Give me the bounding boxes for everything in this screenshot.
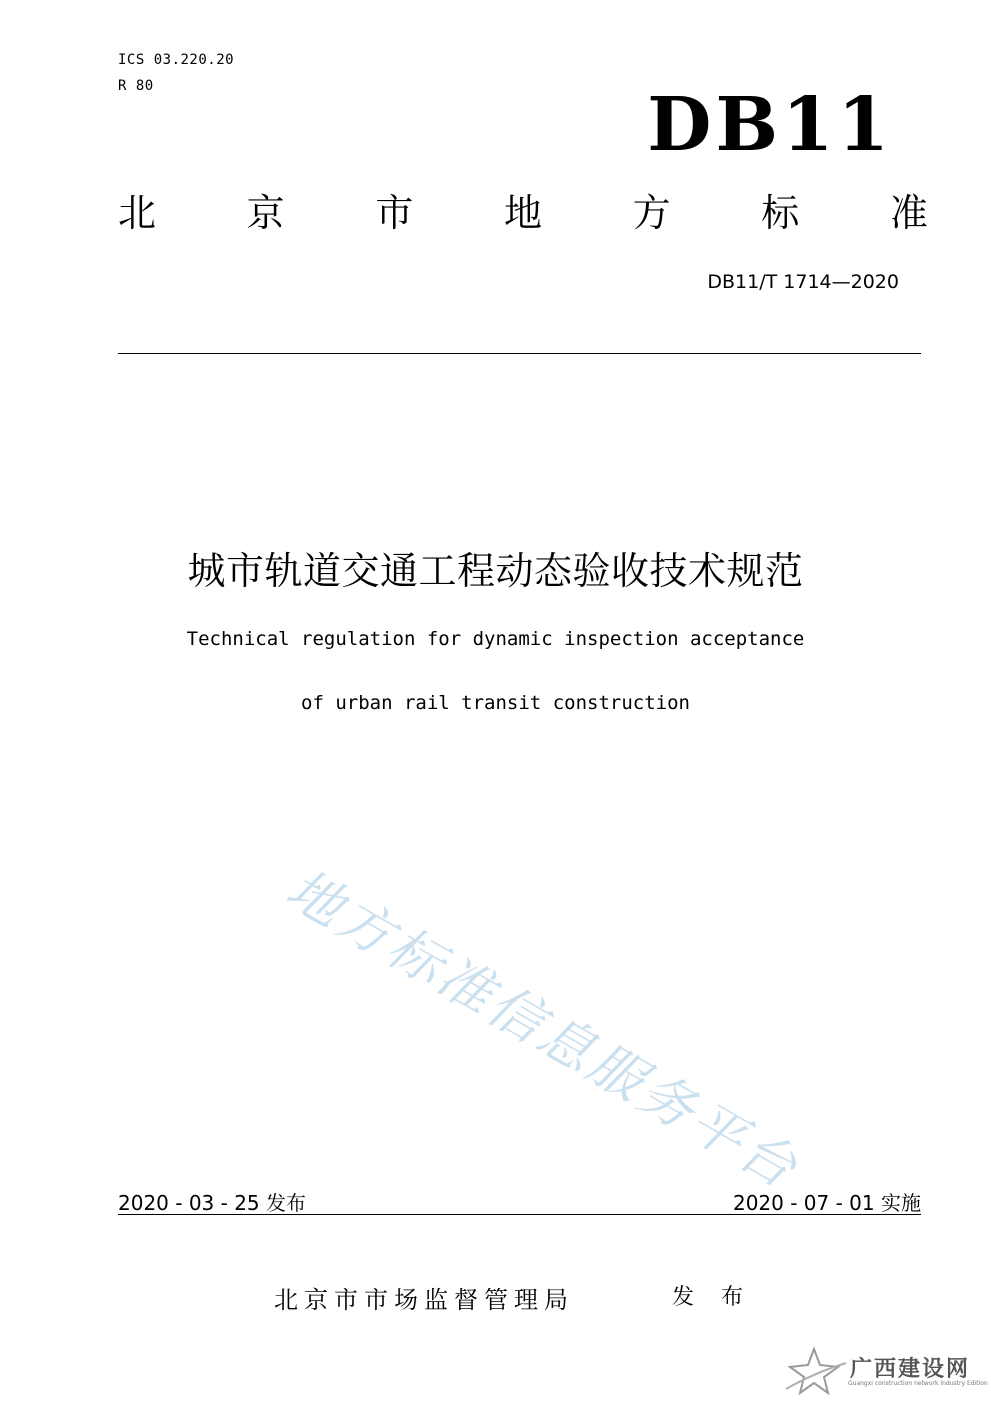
standard-type-char: 京 xyxy=(246,191,285,235)
standard-number: DB11/T 1714—2020 xyxy=(707,271,899,293)
corner-brand: 广西建设网 xyxy=(850,1357,971,1382)
title-english-line1: Technical regulation for dynamic inspection acceptance xyxy=(186,628,805,650)
standard-type-char: 准 xyxy=(889,191,928,235)
standard-type-char: 市 xyxy=(375,191,414,235)
title-english-line2: of urban rail transit construction xyxy=(301,692,690,714)
db-logo: DB11 xyxy=(647,82,893,168)
standard-type-char: 标 xyxy=(761,191,800,235)
standard-type-char: 地 xyxy=(503,191,542,235)
standard-type xyxy=(118,191,928,235)
bottom-divider xyxy=(118,1214,921,1215)
ics-code: ICS 03.220.20 xyxy=(118,52,235,68)
standard-type-char: 方 xyxy=(632,191,671,235)
issuer-name: 北京市市场监督管理局 xyxy=(274,1286,574,1314)
watermark: 地方标准信息服务平台 xyxy=(276,856,810,1202)
ccs-code: R 80 xyxy=(118,78,154,94)
implementation-date: 2020 - 07 - 01 实施 xyxy=(732,1191,921,1215)
title-chinese: 城市轨道交通工程动态验收技术规范 xyxy=(187,549,804,593)
top-divider xyxy=(118,353,921,354)
standard-type-char: 北 xyxy=(118,191,157,235)
issue-date: 2020 - 03 - 25 发布 xyxy=(118,1191,307,1215)
issue-verb: 发 布 xyxy=(672,1285,753,1310)
corner-subtitle: Guangxi construction network Industry Edition xyxy=(848,1380,988,1387)
